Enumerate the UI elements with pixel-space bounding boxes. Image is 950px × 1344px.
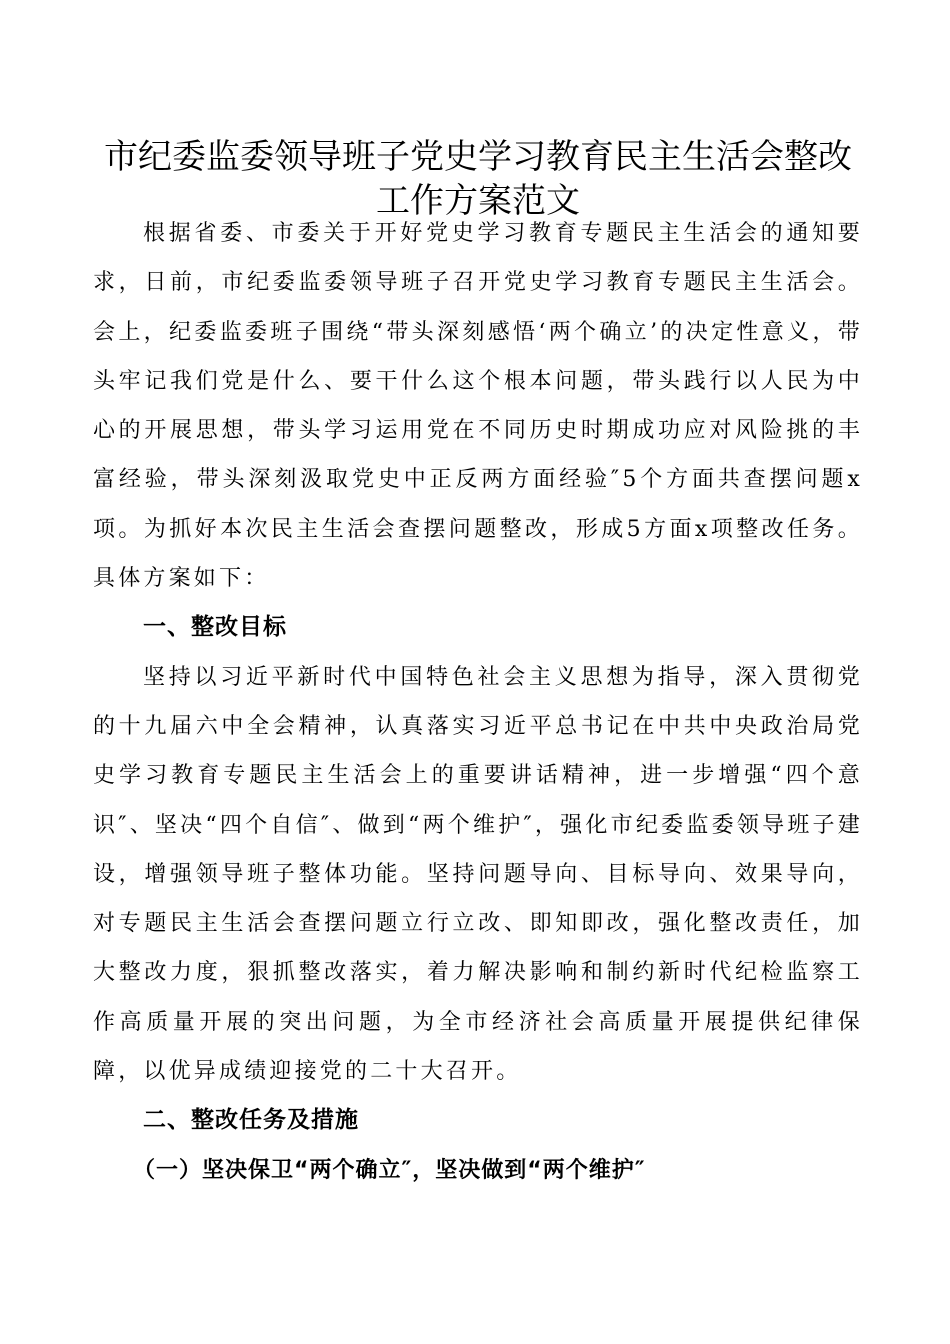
intro-paragraph: 根据省委、市委关于开好党史学习教育专题民主生活会的通知要求，日前，市纪委监委领导班子召开党史学习教育专题民主生活会。会上，纪委监委班子围绕“带头深刻感悟‘两个确立’的决定性意义，带头牢记我们党是什么、要干什么这个根本问题，带头践行以人民为中心的开展思想，带头学习运用党在不同历史时期成功应对风险挑的丰富经验，带头深刻汲取党史中正反两方面经验″5个方面共查摆问题x项。为抓好本次民主生活会查摆问题整改，形成5方面x项整改任务。具体方案如下：	[93, 221, 863, 592]
document-title: 市纪委监委领导班子党史学习教育民主生活会整改工作方案范文	[104, 136, 852, 221]
section-heading-tasks: 二、整改任务及措施	[143, 1107, 359, 1134]
section-heading-goals: 一、整改目标	[143, 614, 287, 641]
goals-paragraph: 坚持以习近平新时代中国特色社会主义思想为指导，深入贯彻党的十九届六中全会精神，认真落实习近平总书记在中共中央政治局党史学习教育专题民主生活会上的重要讲话精神，进一步增强“四个意识″、坚决“四个自信″、做到“两个维护″，强化市纪委监委领导班子建设，增强领导班子整体功能。坚持问题导向、目标导向、效果导向，对专题民主生活会查摆问题立行立改、即知即改，强化整改责任，加大整改力度，狠抓整改落实，着力解决影响和制约新时代纪检监察工作高质量开展的突出问题，为全市经济社会高质量开展提供纪律保障，以优异成绩迎接党的二十大召开。	[93, 664, 863, 1085]
subsection-heading-1: （一）坚决保卫“两个确立″，坚决做到“两个维护″	[133, 1157, 646, 1183]
document-body	[93, 209, 863, 1195]
